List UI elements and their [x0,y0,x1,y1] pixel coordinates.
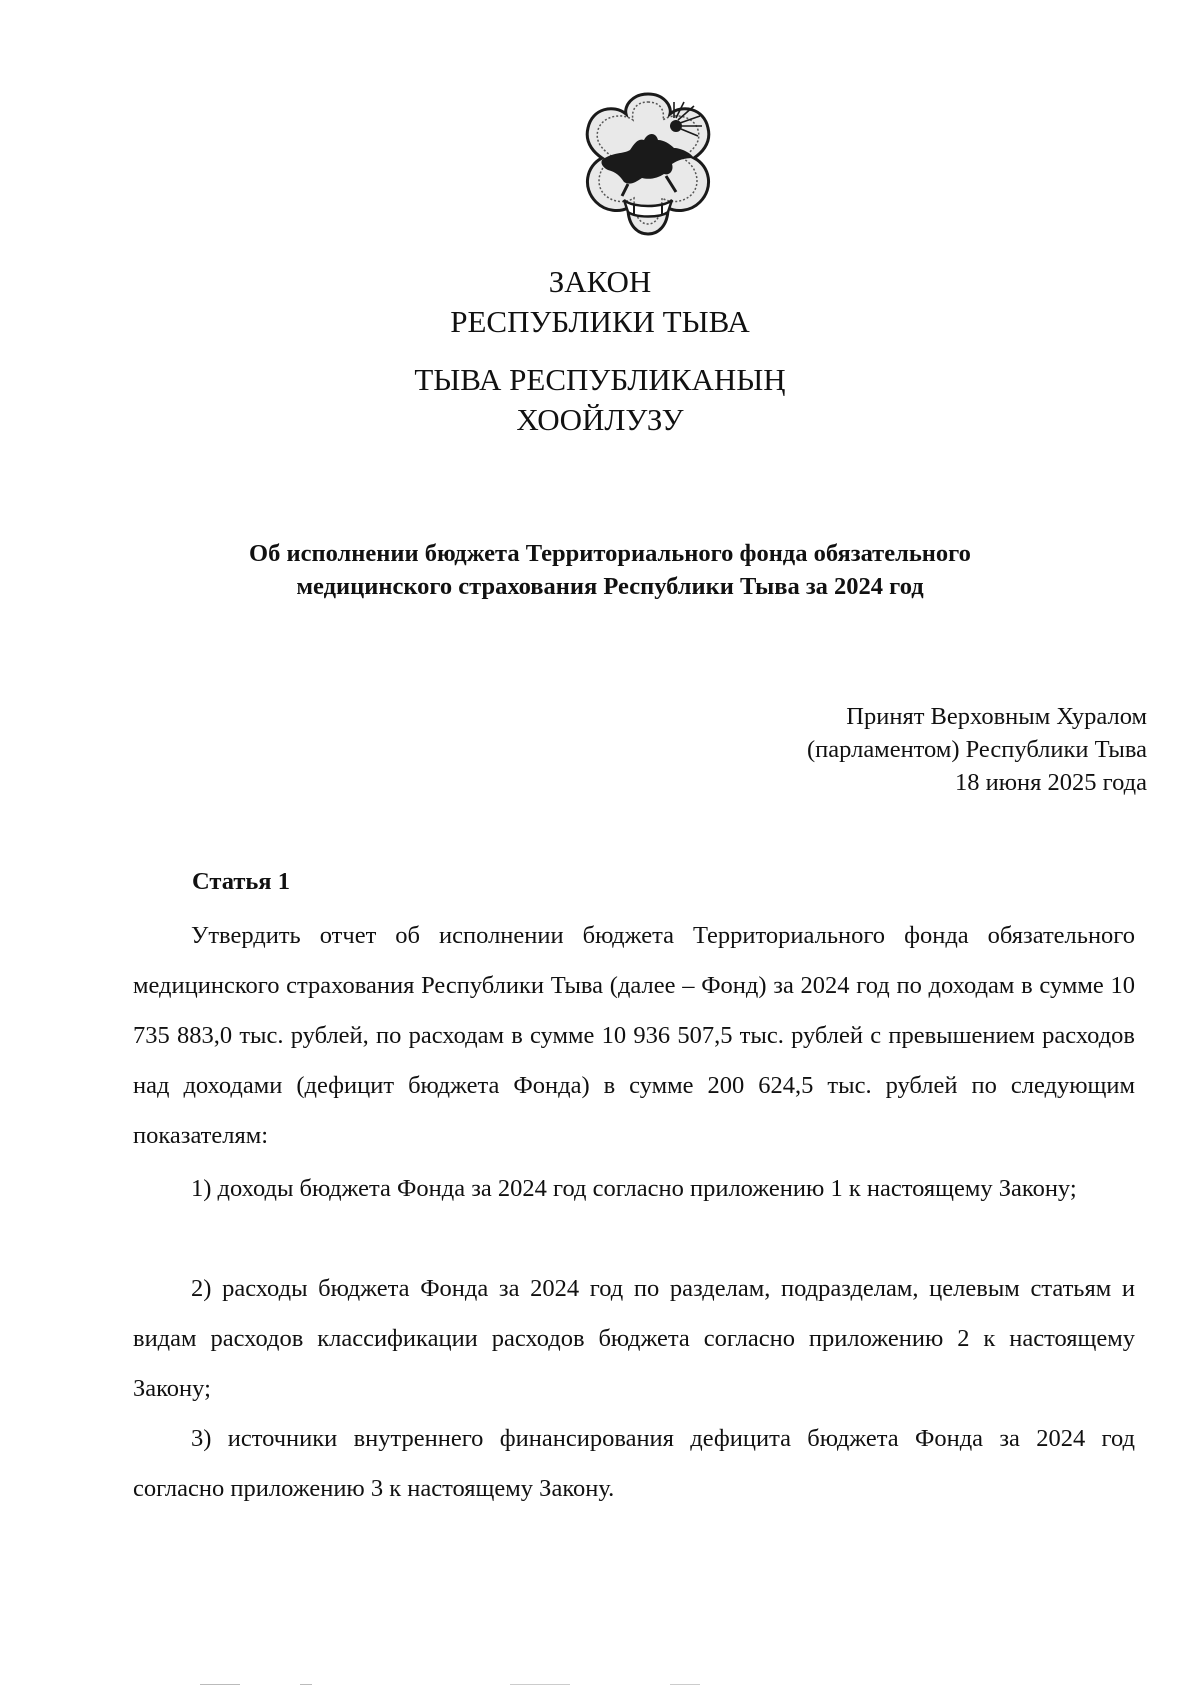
document-title-line: Об исполнении бюджета Территориального фонда обязательного [249,540,971,567]
article-list-item: 2) расходы бюджета Фонда за 2024 год по разделам, подразделам, целевым статьям и видам расходов классификации расходов бюджета согласно приложению 2 к настоящему Закону; [133,1275,1135,1402]
article-list-item: 3) источники внутреннего финансирования дефицита бюджета Фонда за 2024 год согласно приложению 3 к настоящему Закону. [133,1425,1135,1502]
article-paragraph: Утвердить отчет об исполнении бюджета Территориального фонда обязательного медицинского страхования Республики Тыва (далее – Фонд) за 2024 год по доходам в сумме 10 735 883,0 тыс. рублей, по расходам в сумме 10 936 507,5 тыс. рублей с превышением расходов над доходами (дефицит бюджета Фонда) в сумме 200 624,5 тыс. рублей по следующим показателям: [133,922,1135,1149]
adoption-date: 18 июня 2025 года [955,769,1147,796]
document-title [150,537,1070,603]
tuva-coat-of-arms-icon [572,88,724,240]
law-title-ru-line: ЗАКОН [548,264,652,299]
law-title-tv-line: ХООЙЛУЗУ [516,402,684,437]
scan-artifacts [200,1683,1000,1687]
article-heading: Статья 1 [192,868,290,895]
law-title-tv-line: ТЫВА РЕСПУБЛИКАНЫҢ [414,362,786,397]
law-title-tuvan [0,360,1200,440]
adoption-line: Принят Верховным Хуралом [846,703,1147,730]
adoption-block [547,700,1147,799]
law-title-russian [0,262,1200,342]
law-title-ru-line: РЕСПУБЛИКИ ТЫВА [450,304,750,339]
document-title-line: медицинского страхования Республики Тыва за 2024 год [296,573,924,600]
article-list-item: 1) доходы бюджета Фонда за 2024 год согласно приложению 1 к настоящему Закону; [191,1175,1077,1202]
adoption-line: (парламентом) Республики Тыва [807,736,1147,763]
